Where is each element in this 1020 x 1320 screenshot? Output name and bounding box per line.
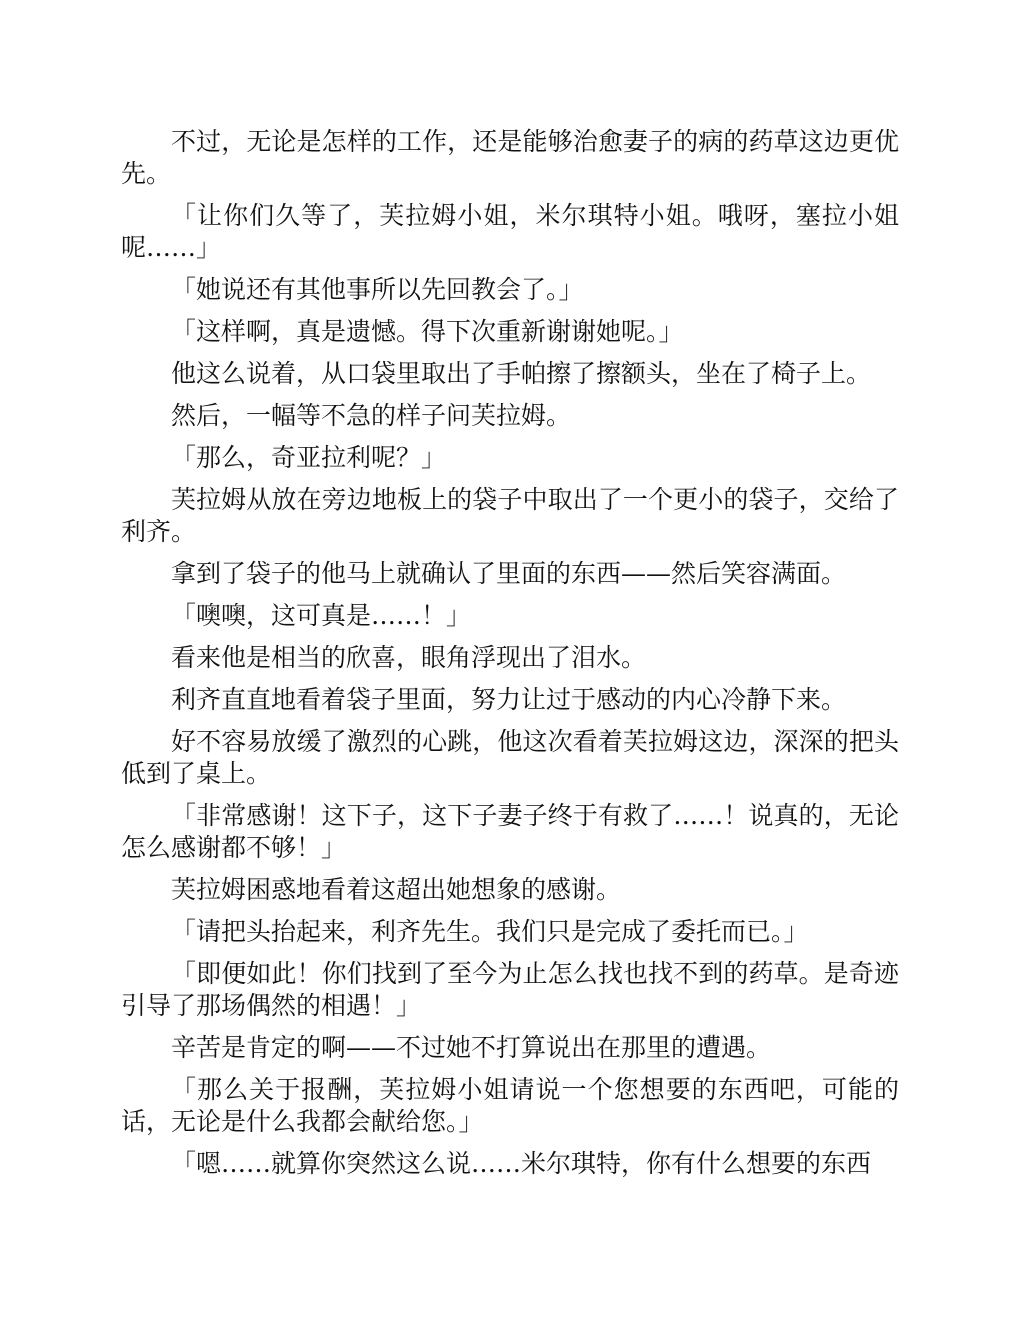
document-page [121, 126, 899, 1190]
paragraph: 辛苦是肯定的啊——不过她不打算说出在那里的遭遇。 [171, 1033, 772, 1062]
paragraph: 芙拉姆困惑地看着这超出她想象的感谢。 [171, 875, 622, 904]
paragraph: 「让你们久等了，芙拉姆小姐，米尔琪特小姐。哦呀，塞拉小姐呢……」 [121, 201, 899, 262]
paragraph: 「这样啊，真是遗憾。得下次重新谢谢她呢。」 [171, 317, 684, 346]
paragraph: 不过，无论是怎样的工作，还是能够治愈妻子的病的药草这边更优先。 [121, 127, 899, 188]
paragraph: 看来他是相当的欣喜，眼角浮现出了泪水。 [171, 643, 647, 672]
paragraph: 「那么，奇亚拉利呢？」 [171, 443, 447, 472]
paragraph: 「请把头抬起来，利齐先生。我们只是完成了委托而已。」 [171, 917, 809, 946]
paragraph: 「那么关于报酬，芙拉姆小姐请说一个您想要的东西吧，可能的话，无论是什么我都会献给您。」 [121, 1075, 899, 1136]
paragraph: 「即便如此！你们找到了至今为止怎么找也找不到的药草。是奇迹引导了那场偶然的相遇！」 [121, 959, 899, 1020]
paragraph: 「噢噢，这可真是……！」 [171, 601, 472, 630]
paragraph: 好不容易放缓了激烈的心跳，他这次看着芙拉姆这边，深深的把头低到了桌上。 [121, 727, 899, 788]
paragraph: 「非常感谢！这下子，这下子妻子终于有救了……！说真的，无论怎么感谢都不够！」 [121, 801, 899, 862]
paragraph: 「她说还有其他事所以先回教会了。」 [171, 275, 584, 304]
paragraph: 芙拉姆从放在旁边地板上的袋子中取出了一个更小的袋子，交给了利齐。 [121, 485, 899, 546]
paragraph: 然后，一幅等不急的样子问芙拉姆。 [171, 401, 572, 430]
paragraph: 拿到了袋子的他马上就确认了里面的东西——然后笑容满面。 [171, 559, 847, 588]
paragraph: 他这么说着，从口袋里取出了手帕擦了擦额头，坐在了椅子上。 [171, 359, 872, 388]
paragraph: 「嗯……就算你突然这么说……米尔琪特，你有什么想要的东西 [171, 1149, 872, 1178]
paragraph: 利齐直直地看着袋子里面，努力让过于感动的内心冷静下来。 [171, 685, 847, 714]
